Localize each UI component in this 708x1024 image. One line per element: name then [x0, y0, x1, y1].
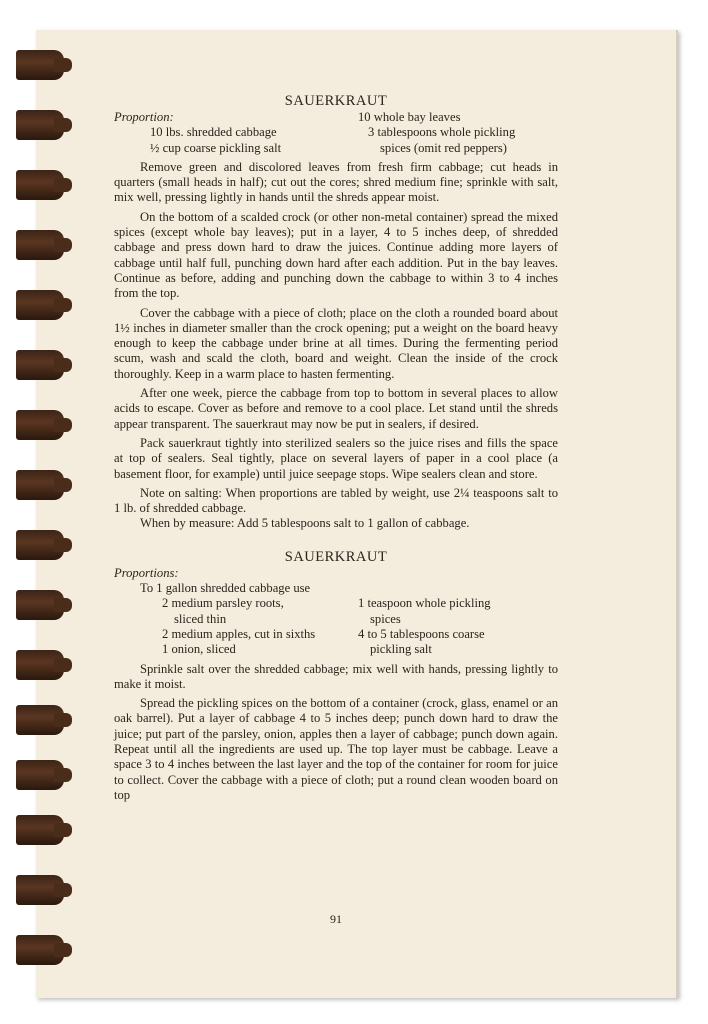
binding-ring: [16, 410, 64, 440]
paragraph: Cover the cabbage with a piece of cloth; place on the cloth a rounded board about 1½ inches in diameter smaller than the crock opening; put a weight on the board heavy enough to keep the cabbage under brine at all times. During the fermenting period scum, wash and scald the cloth, board and weight. Clean the inside of the crock thoroughly. Keep in a warm place to hasten fermenting.: [114, 305, 558, 381]
binding-ring: [16, 50, 64, 80]
paragraph: Note on salting: When proportions are tabled by weight, use 2¼ teaspoons salt to 1 lb. of shredded cabbage.: [114, 485, 558, 516]
ingredient: 3 tablespoons whole pickling: [368, 125, 516, 140]
paragraph: On the bottom of a scalded crock (or other non-metal container) spread the mixed spices (except whole bay leaves); put in a layer, 4 to 5 inches deep, of shredded cabbage and press down hard to draw the juices. Continue adding more layers of cabbage until half full, punching down hard after each addition. Put in the bay leaves. Continue as before, adding and punching down the cabbage to within 3 to 4 inches from the top.: [114, 209, 558, 301]
binding-ring: [16, 650, 64, 680]
ingredient-intro: To 1 gallon shredded cabbage use: [140, 581, 311, 596]
binding-ring: [16, 760, 64, 790]
ingredient: 10 whole bay leaves: [358, 110, 461, 124]
ingredient: 2 medium parsley roots,: [162, 596, 284, 611]
binding-ring: [16, 705, 64, 735]
binding-ring: [16, 470, 64, 500]
binding-ring: [16, 350, 64, 380]
recipe-title: SAUERKRAUT: [284, 548, 388, 565]
ingredient: spices (omit red peppers): [380, 140, 507, 155]
binding-ring: [16, 935, 64, 965]
paragraph: When by measure: Add 5 tablespoons salt to 1 gallon of cabbage.: [140, 516, 470, 531]
ingredient: 4 to 5 tablespoons coarse: [358, 626, 485, 641]
ingredient-list: [114, 110, 558, 156]
binding-ring: [16, 230, 64, 260]
binding-ring: [16, 815, 64, 845]
binding-ring: [16, 875, 64, 905]
paragraph: After one week, pierce the cabbage from top to bottom in several places to allow acids to escape. Cover as before and remove to a cool place. Let stand until the shreds appear transparent. The sauerkraut may now be put in sealers, if desired.: [114, 386, 558, 431]
ingredient: sliced thin: [174, 611, 227, 626]
proportion-label: Proportion:: [114, 110, 174, 124]
paragraph: Pack sauerkraut tightly into sterilized sealers so the juice rises and fills the space at top of sealers. Seal tightly, place on several layers of paper in a cool place (a basement floor, for example) until juice seepage stops. Wipe sealers clean and store.: [114, 435, 558, 481]
binding-ring: [16, 290, 64, 320]
paragraph: Remove green and discolored leaves from fresh firm cabbage; cut heads in quarters (small heads in half); cut out the cores; shred medium fine; sprinkle with salt, mix well, pressing lightly in hands until the shreds appear moist.: [114, 159, 558, 205]
recipe-title: SAUERKRAUT: [284, 93, 388, 109]
page-content: [114, 92, 558, 926]
binding-ring: [16, 530, 64, 560]
ingredient: 2 medium apples, cut in sixths: [162, 626, 316, 641]
paragraph: Sprinkle salt over the shredded cabbage; mix well with hands, pressing lightly to make it moist.: [114, 661, 558, 691]
ingredient: pickling salt: [370, 642, 432, 657]
binding-ring: [16, 590, 64, 620]
binding-ring: [16, 170, 64, 200]
proportions-label: Proportions:: [114, 565, 179, 580]
binding-ring: [16, 110, 64, 140]
ingredient: 1 onion, sliced: [162, 642, 236, 657]
ingredient: 1 teaspoon whole pickling: [358, 596, 491, 611]
ingredient: spices: [370, 611, 401, 626]
spiral-binding: [16, 0, 76, 1024]
page-number: 91: [330, 912, 342, 926]
ingredient: ½ cup coarse pickling salt: [150, 140, 282, 155]
paragraph: Spread the pickling spices on the bottom of a container (crock, glass, enamel or an oak barrel). Put a layer of cabbage 4 to 5 inches deep; punch down hard to draw the juice; put part of the parsley, onion, apples then a layer of cabbage; punch down again. Repeat until all the ingredients are used up. The top layer must be cabbage. Leave a space 3 to 4 inches between the last layer and the top of the container for room for juice to collect. Cover the cabbage with a piece of cloth; put a round clean wooden board on top: [114, 696, 558, 802]
ingredient: 10 lbs. shredded cabbage: [150, 125, 277, 140]
ingredient-list: [114, 596, 558, 657]
